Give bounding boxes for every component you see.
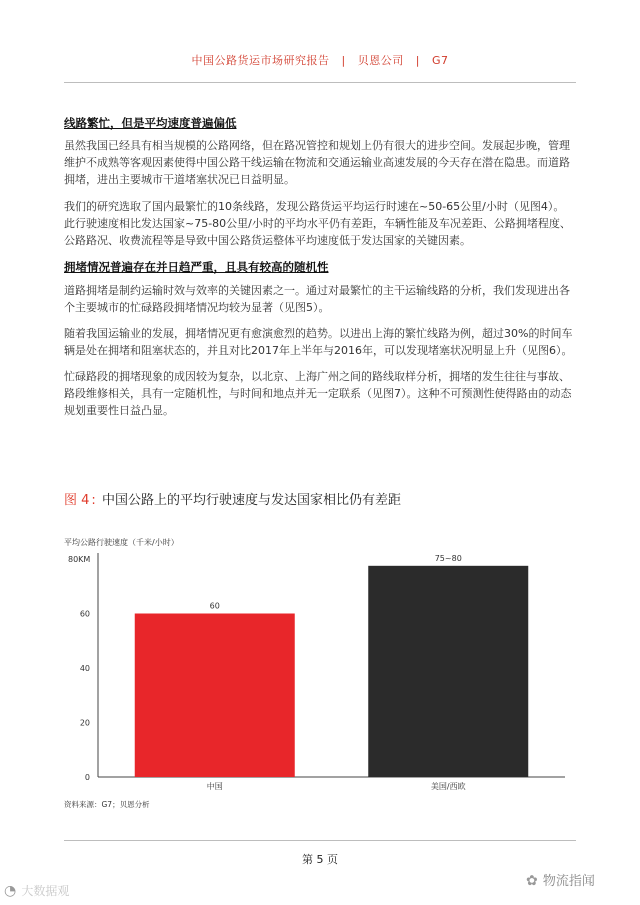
watermark-left bbox=[4, 880, 69, 899]
header-rule bbox=[64, 82, 576, 83]
wechat-icon: ✿ bbox=[526, 873, 538, 889]
paragraph: 我们的研究选取了国内最繁忙的10条线路，发现公路货运平均运行时速在~50-65公里/小时（见图4）。此行驶速度相比发达国家~75-80公里/小时的平均水平仍有差距，车辆性能及车况差距、公路拥堵程度、公路路况、收费流程等是导致中国公路货运整体平均速度低于发达国家的关键因素。 bbox=[64, 200, 571, 247]
x-tick-label: 美国/西欧 bbox=[430, 782, 466, 791]
figure-label-separator: : bbox=[91, 493, 96, 508]
paragraph: 忙碌路段的拥堵现象的成因较为复杂，以北京、上海广州之间的路线取样分析，拥堵的发生往往与事故、路段维修相关，具有一定随机性，与时间和地点并无一定联系（见图7）。这种不可预测性使得路由的动态规划重要性日益凸显。 bbox=[64, 370, 572, 417]
watermark-right bbox=[526, 870, 595, 889]
y-tick-label: 20 bbox=[79, 718, 90, 728]
publisher-name: 贝恩公司 bbox=[357, 54, 404, 67]
paragraph: 随着我国运输业的发展，拥堵情况更有愈演愈烈的趋势。以进出上海的繁忙线路为例，超过30%的时间车辆是处在拥堵和阻塞状态的，并且对比2017年上半年与2016年，可以发现堵塞状况明显上升（见图6）。 bbox=[64, 327, 573, 357]
partner-name: G7 bbox=[431, 54, 449, 67]
header-separator: | bbox=[341, 54, 346, 67]
figure-title bbox=[64, 489, 401, 508]
report-title: 中国公路货运市场研究报告 bbox=[191, 54, 330, 67]
bar-value-label: 75~80 bbox=[434, 553, 462, 563]
paragraph: 道路拥堵是制约运输时效与效率的关键因素之一。通过对最繁忙的主干运输线路的分析，我们发现进出各个主要城市的忙碌路段拥堵情况均较为显著（见图5）。 bbox=[64, 284, 570, 314]
bar bbox=[368, 566, 528, 777]
figure-label: 图 4 bbox=[64, 493, 90, 508]
section-heading: 拥堵情况普遍存在并日趋严重，且具有较高的随机性 bbox=[64, 260, 329, 274]
page-number: 第 5 页 bbox=[302, 853, 338, 866]
y-tick-label: 80KM bbox=[68, 555, 91, 564]
bar-chart bbox=[60, 545, 580, 795]
y-tick-label: 0 bbox=[84, 773, 90, 782]
footer-rule bbox=[64, 840, 576, 841]
page-header bbox=[0, 52, 640, 68]
bar bbox=[135, 614, 295, 778]
figure-source: 资料来源：G7；贝恩分析 bbox=[64, 800, 150, 809]
figure-title-text: 中国公路上的平均行驶速度与发达国家相比仍有差距 bbox=[101, 493, 401, 508]
watermark-left-text: 大数据观 bbox=[21, 884, 70, 898]
y-tick-label: 40 bbox=[79, 664, 90, 673]
y-tick-label: 60 bbox=[79, 609, 90, 619]
chart-y-axis-label: 平均公路行驶速度（千米/小时） bbox=[64, 538, 179, 547]
header-separator: | bbox=[415, 54, 420, 67]
watermark-right-text: 物流指闻 bbox=[542, 874, 595, 889]
x-tick-label: 中国 bbox=[206, 782, 223, 791]
bar-value-label: 60 bbox=[209, 601, 220, 611]
weibo-icon: ◔ bbox=[4, 883, 17, 899]
section-heading: 线路繁忙，但是平均速度普遍偏低 bbox=[64, 116, 237, 130]
paragraph: 虽然我国已经具有相当规模的公路网络，但在路况管控和规划上仍有很大的进步空间。发展起步晚，管理维护不成熟等客观因素使得中国公路干线运输在物流和交通运输业高速发展的今天存在潜在隐患。而道路拥堵，进出主要城市干道堵塞状况已日益明显。 bbox=[64, 139, 570, 186]
